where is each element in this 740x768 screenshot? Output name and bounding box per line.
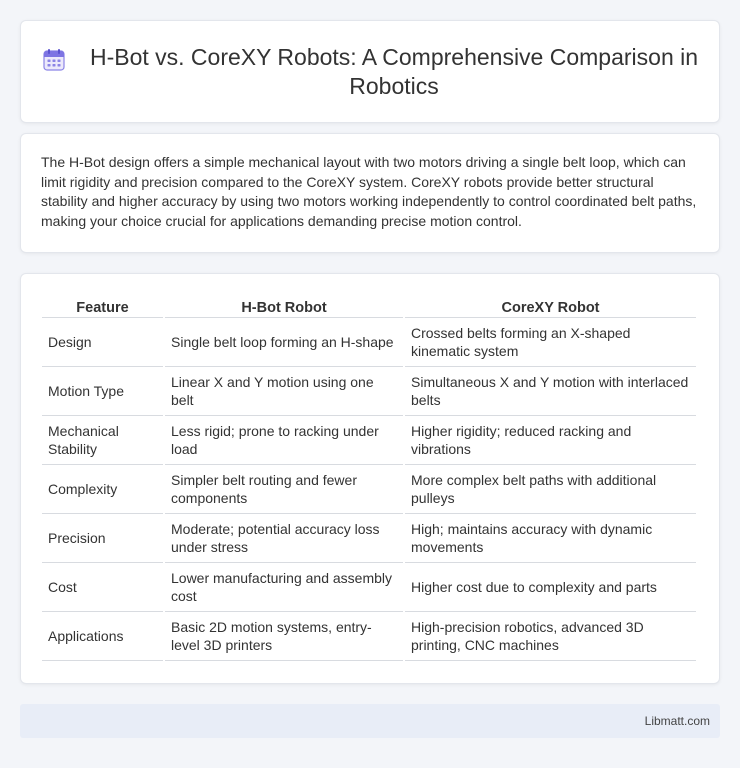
column-header-hbot: H-Bot Robot	[165, 294, 403, 318]
feature-cell: Precision	[42, 514, 163, 563]
page-title: H-Bot vs. CoreXY Robots: A Comprehensive Comparison in Robotics	[89, 43, 699, 99]
corexy-cell: Higher rigidity; reduced racking and vibrations	[405, 416, 696, 465]
feature-cell: Complexity	[42, 465, 163, 514]
comparison-card	[20, 273, 720, 684]
hbot-cell: Basic 2D motion systems, entry-level 3D printers	[165, 612, 403, 661]
intro-paragraph: The H-Bot design offers a simple mechanical layout with two motors driving a single belt loop, which can limit rigidity and precision compared to the CoreXY system. CoreXY robots provide better structural stability and higher accuracy by using two motors working independently to control coordinated belt paths, making your choice crucial for applications demanding precise motion control.	[41, 154, 697, 229]
hbot-cell: Lower manufacturing and assembly cost	[165, 563, 403, 612]
hbot-cell: Single belt loop forming an H-shape	[165, 318, 403, 367]
hbot-cell: Simpler belt routing and fewer components	[165, 465, 403, 514]
intro-card	[20, 133, 720, 253]
table-row	[42, 514, 696, 563]
feature-cell: Motion Type	[42, 367, 163, 416]
corexy-cell: Simultaneous X and Y motion with interlaced belts	[405, 367, 696, 416]
feature-cell: Design	[42, 318, 163, 367]
corexy-cell: Crossed belts forming an X-shaped kinematic system	[405, 318, 696, 367]
corexy-cell: More complex belt paths with additional pulleys	[405, 465, 696, 514]
hbot-cell: Moderate; potential accuracy loss under stress	[165, 514, 403, 563]
calendar-icon	[41, 47, 67, 73]
table-row	[42, 612, 696, 661]
feature-cell: Cost	[42, 563, 163, 612]
table-row	[42, 367, 696, 416]
corexy-cell: High-precision robotics, advanced 3D printing, CNC machines	[405, 612, 696, 661]
hbot-cell: Less rigid; prone to racking under load	[165, 416, 403, 465]
header-card	[20, 20, 720, 123]
corexy-cell: Higher cost due to complexity and parts	[405, 563, 696, 612]
column-header-corexy: CoreXY Robot	[405, 294, 696, 318]
table-row	[42, 416, 696, 465]
corexy-cell: High; maintains accuracy with dynamic movements	[405, 514, 696, 563]
header	[41, 43, 699, 101]
footer	[20, 704, 720, 738]
footer-brand[interactable]: Libmatt.com	[644, 714, 710, 728]
feature-cell: Mechanical Stability	[42, 416, 163, 465]
hbot-cell: Linear X and Y motion using one belt	[165, 367, 403, 416]
table-row	[42, 465, 696, 514]
comparison-table	[40, 294, 698, 661]
table-row	[42, 563, 696, 612]
column-header-feature: Feature	[42, 294, 163, 318]
feature-cell: Applications	[42, 612, 163, 661]
table-row	[42, 318, 696, 367]
table-header-row	[42, 294, 696, 318]
